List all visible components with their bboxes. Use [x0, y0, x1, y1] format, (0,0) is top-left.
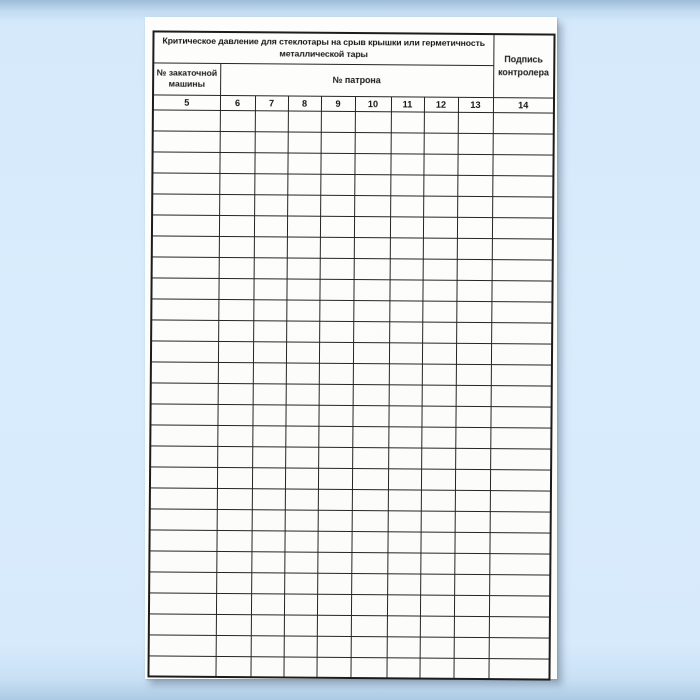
empty-cell	[354, 216, 390, 237]
empty-cell	[217, 446, 252, 467]
empty-cell	[217, 467, 252, 488]
empty-cell	[253, 299, 286, 320]
empty-cell	[457, 175, 492, 196]
empty-cell	[423, 238, 457, 259]
empty-cell	[252, 509, 285, 530]
empty-cell	[149, 592, 216, 614]
empty-cell	[219, 173, 254, 194]
empty-cell	[253, 383, 286, 404]
empty-cell	[354, 153, 390, 174]
empty-cell	[489, 595, 550, 616]
column-number-cell: 12	[424, 97, 458, 112]
empty-cell	[423, 196, 457, 217]
empty-cell	[316, 657, 350, 678]
empty-cell	[216, 593, 251, 614]
empty-cell	[350, 657, 386, 678]
empty-cell	[457, 154, 492, 175]
empty-cell	[285, 404, 318, 425]
empty-cell	[391, 132, 424, 153]
empty-cell	[250, 656, 283, 677]
empty-cell	[389, 300, 422, 321]
empty-cell	[254, 194, 287, 215]
table-body	[148, 109, 553, 679]
empty-cell	[389, 363, 422, 384]
column-number-cell: 6	[220, 95, 255, 110]
empty-cell	[321, 132, 355, 153]
empty-cell	[318, 510, 352, 531]
pressure-test-table	[147, 30, 555, 680]
empty-cell	[455, 490, 490, 511]
empty-cell	[219, 194, 254, 215]
empty-cell	[283, 656, 316, 677]
empty-cell	[491, 364, 552, 385]
empty-cell	[489, 553, 550, 574]
empty-cell	[151, 340, 218, 362]
empty-cell	[423, 217, 457, 238]
empty-cell	[218, 278, 253, 299]
empty-cell	[353, 384, 389, 405]
empty-cell	[454, 616, 489, 637]
empty-cell	[284, 551, 317, 572]
empty-cell	[216, 572, 251, 593]
empty-cell	[319, 384, 353, 405]
empty-cell	[251, 551, 284, 572]
empty-cell	[320, 216, 354, 237]
empty-cell	[252, 404, 285, 425]
empty-cell	[353, 342, 389, 363]
empty-cell	[422, 385, 456, 406]
empty-cell	[420, 637, 454, 658]
empty-cell	[251, 635, 284, 656]
empty-cell	[456, 322, 491, 343]
empty-cell	[317, 573, 351, 594]
empty-cell	[351, 552, 387, 573]
empty-cell	[455, 469, 490, 490]
signature-column-header: Подпись контролера	[498, 54, 549, 78]
empty-cell	[351, 594, 387, 615]
empty-cell	[287, 215, 320, 236]
empty-cell	[454, 595, 489, 616]
empty-cell	[285, 446, 318, 467]
empty-cell	[319, 321, 353, 342]
empty-cell	[286, 299, 319, 320]
empty-cell	[352, 426, 388, 447]
empty-cell	[456, 343, 491, 364]
empty-cell	[318, 468, 352, 489]
empty-cell	[490, 448, 551, 469]
empty-cell	[218, 320, 253, 341]
empty-cell	[152, 151, 219, 173]
column-number-cell: 11	[391, 96, 424, 111]
empty-cell	[254, 215, 287, 236]
empty-cell	[218, 362, 253, 383]
empty-cell	[252, 467, 285, 488]
empty-cell	[454, 553, 489, 574]
empty-cell	[458, 133, 493, 154]
empty-cell	[391, 111, 424, 132]
empty-cell	[217, 425, 252, 446]
column-number-cell: 9	[321, 96, 355, 111]
empty-cell	[420, 595, 454, 616]
empty-cell	[150, 445, 217, 467]
empty-cell	[285, 467, 318, 488]
empty-cell	[217, 404, 252, 425]
empty-cell	[387, 573, 420, 594]
empty-cell	[424, 112, 458, 133]
empty-cell	[218, 341, 253, 362]
empty-cell	[354, 258, 390, 279]
empty-cell	[355, 132, 391, 153]
empty-cell	[422, 322, 456, 343]
empty-cell	[492, 154, 553, 175]
empty-cell	[284, 593, 317, 614]
column-number-cell: 8	[288, 95, 321, 110]
empty-cell	[288, 110, 321, 131]
empty-cell	[288, 131, 321, 152]
empty-cell	[153, 109, 220, 131]
empty-cell	[151, 361, 218, 383]
empty-cell	[251, 572, 284, 593]
empty-cell	[215, 656, 250, 677]
empty-cell	[253, 278, 286, 299]
empty-cell	[423, 259, 457, 280]
empty-cell	[149, 634, 216, 656]
empty-cell	[492, 238, 553, 259]
empty-cell	[491, 322, 552, 343]
empty-cell	[252, 425, 285, 446]
empty-cell	[254, 236, 287, 257]
empty-cell	[320, 153, 354, 174]
empty-cell	[353, 321, 389, 342]
empty-cell	[286, 362, 319, 383]
empty-cell	[151, 319, 218, 341]
empty-cell	[455, 511, 490, 532]
empty-cell	[150, 466, 217, 488]
empty-cell	[454, 637, 489, 658]
empty-cell	[152, 214, 219, 236]
empty-cell	[252, 488, 285, 509]
empty-cell	[390, 258, 423, 279]
empty-cell	[149, 571, 216, 593]
empty-cell	[286, 341, 319, 362]
empty-cell	[319, 363, 353, 384]
empty-cell	[152, 193, 219, 215]
empty-cell	[456, 385, 491, 406]
empty-cell	[455, 448, 490, 469]
empty-cell	[285, 488, 318, 509]
empty-cell	[387, 594, 420, 615]
machine-column-header: № закаточной машины	[153, 62, 220, 95]
empty-cell	[354, 174, 390, 195]
empty-cell	[149, 550, 216, 572]
empty-cell	[354, 237, 390, 258]
empty-cell	[285, 425, 318, 446]
empty-cell	[419, 658, 453, 679]
empty-cell	[255, 110, 288, 131]
empty-cell	[490, 490, 551, 511]
empty-cell	[317, 615, 351, 636]
signature-column-header-cell	[493, 34, 554, 97]
empty-cell	[218, 299, 253, 320]
table-title: Критическое давление для стеклотары на срыв крышки или герметичность металлической тары	[162, 35, 486, 59]
empty-cell	[287, 152, 320, 173]
empty-cell	[253, 341, 286, 362]
empty-cell	[454, 532, 489, 553]
empty-cell	[389, 342, 422, 363]
empty-cell	[284, 614, 317, 635]
empty-cell	[353, 300, 389, 321]
empty-cell	[457, 217, 492, 238]
empty-cell	[421, 511, 455, 532]
empty-cell	[352, 468, 388, 489]
empty-cell	[149, 613, 216, 635]
empty-cell	[421, 427, 455, 448]
empty-cell	[285, 509, 318, 530]
empty-cell	[319, 300, 353, 321]
empty-cell	[387, 531, 420, 552]
empty-cell	[457, 238, 492, 259]
empty-cell	[251, 614, 284, 635]
empty-cell	[151, 382, 218, 404]
empty-cell	[421, 469, 455, 490]
empty-cell	[219, 236, 254, 257]
empty-cell	[352, 510, 388, 531]
empty-cell	[493, 133, 554, 154]
empty-cell	[317, 552, 351, 573]
empty-cell	[318, 426, 352, 447]
empty-cell	[317, 531, 351, 552]
empty-cell	[153, 130, 220, 152]
empty-cell	[216, 551, 251, 572]
column-number-cell: 10	[355, 96, 391, 111]
empty-cell	[490, 469, 551, 490]
empty-cell	[388, 447, 421, 468]
empty-cell	[355, 111, 391, 132]
empty-cell	[150, 487, 217, 509]
empty-cell	[287, 236, 320, 257]
empty-cell	[458, 112, 493, 133]
empty-cell	[489, 532, 550, 553]
empty-cell	[255, 131, 288, 152]
empty-cell	[420, 553, 454, 574]
column-number-cell: 13	[458, 97, 493, 112]
empty-cell	[390, 195, 423, 216]
empty-cell	[490, 427, 551, 448]
empty-cell	[388, 426, 421, 447]
empty-cell	[424, 133, 458, 154]
empty-cell	[351, 531, 387, 552]
empty-cell	[352, 405, 388, 426]
empty-cell	[217, 488, 252, 509]
empty-cell	[422, 280, 456, 301]
empty-cell	[387, 636, 420, 657]
empty-cell	[217, 509, 252, 530]
empty-cell	[219, 257, 254, 278]
empty-cell	[318, 405, 352, 426]
empty-cell	[489, 637, 550, 658]
empty-cell	[320, 195, 354, 216]
empty-cell	[490, 406, 551, 427]
table-header	[153, 31, 555, 112]
empty-cell	[423, 154, 457, 175]
empty-cell	[454, 574, 489, 595]
empty-cell	[491, 385, 552, 406]
scanned-page	[145, 17, 557, 679]
empty-cell	[152, 172, 219, 194]
empty-cell	[488, 658, 549, 679]
empty-cell	[287, 173, 320, 194]
empty-cell	[387, 615, 420, 636]
empty-cell	[387, 552, 420, 573]
empty-cell	[491, 280, 552, 301]
empty-cell	[284, 572, 317, 593]
empty-cell	[420, 616, 454, 637]
empty-cell	[353, 363, 389, 384]
empty-cell	[287, 194, 320, 215]
empty-cell	[216, 530, 251, 551]
empty-cell	[284, 635, 317, 656]
empty-cell	[150, 508, 217, 530]
empty-cell	[317, 636, 351, 657]
empty-cell	[493, 112, 554, 133]
empty-cell	[320, 237, 354, 258]
empty-cell	[320, 258, 354, 279]
empty-cell	[287, 257, 320, 278]
table-title-cell	[153, 31, 493, 65]
empty-cell	[489, 616, 550, 637]
empty-cell	[422, 364, 456, 385]
empty-cell	[151, 298, 218, 320]
empty-cell	[456, 301, 491, 322]
empty-cell	[216, 614, 251, 635]
empty-cell	[420, 532, 454, 553]
empty-cell	[422, 343, 456, 364]
empty-cell	[457, 196, 492, 217]
empty-cell	[254, 173, 287, 194]
empty-cell	[455, 427, 490, 448]
empty-cell	[253, 320, 286, 341]
empty-cell	[389, 321, 422, 342]
empty-cell	[457, 259, 492, 280]
empty-cell	[421, 406, 455, 427]
empty-cell	[321, 111, 355, 132]
empty-cell	[390, 153, 423, 174]
column-number-cell: 5	[153, 94, 220, 110]
empty-cell	[319, 342, 353, 363]
empty-cell	[423, 175, 457, 196]
empty-cell	[420, 574, 454, 595]
empty-cell	[489, 574, 550, 595]
empty-cell	[352, 489, 388, 510]
empty-cell	[251, 593, 284, 614]
empty-cell	[421, 490, 455, 511]
column-number-cell: 7	[255, 95, 288, 110]
empty-cell	[492, 259, 553, 280]
empty-cell	[389, 384, 422, 405]
empty-cell	[353, 279, 389, 300]
empty-cell	[254, 152, 287, 173]
empty-cell	[388, 489, 421, 510]
empty-cell	[351, 615, 387, 636]
empty-cell	[492, 217, 553, 238]
empty-cell	[148, 655, 215, 677]
empty-cell	[151, 277, 218, 299]
empty-cell	[492, 175, 553, 196]
empty-cell	[389, 279, 422, 300]
empty-cell	[491, 301, 552, 322]
empty-cell	[150, 424, 217, 446]
empty-cell	[251, 530, 284, 551]
empty-cell	[388, 468, 421, 489]
empty-cell	[220, 110, 255, 131]
empty-cell	[455, 406, 490, 427]
empty-cell	[388, 405, 421, 426]
empty-cell	[152, 235, 219, 257]
empty-cell	[492, 196, 553, 217]
empty-cell	[388, 510, 421, 531]
empty-cell	[319, 279, 353, 300]
empty-cell	[253, 362, 286, 383]
empty-cell	[351, 636, 387, 657]
empty-cell	[286, 278, 319, 299]
empty-cell	[150, 403, 217, 425]
empty-cell	[351, 573, 387, 594]
empty-cell	[490, 511, 551, 532]
table-row	[148, 655, 549, 679]
empty-cell	[152, 256, 219, 278]
empty-cell	[421, 448, 455, 469]
empty-cell	[453, 658, 488, 679]
empty-cell	[254, 257, 287, 278]
column-number-cell: 14	[493, 97, 554, 112]
empty-cell	[252, 446, 285, 467]
empty-cell	[456, 364, 491, 385]
empty-cell	[219, 215, 254, 236]
empty-cell	[320, 174, 354, 195]
empty-cell	[390, 216, 423, 237]
empty-cell	[318, 447, 352, 468]
cartridge-column-header: № патрона	[220, 63, 493, 97]
empty-cell	[422, 301, 456, 322]
empty-cell	[149, 529, 216, 551]
empty-cell	[218, 383, 253, 404]
empty-cell	[386, 657, 419, 678]
empty-cell	[352, 447, 388, 468]
title-row	[153, 31, 554, 65]
empty-cell	[390, 174, 423, 195]
empty-cell	[284, 530, 317, 551]
empty-cell	[286, 320, 319, 341]
empty-cell	[491, 343, 552, 364]
empty-cell	[354, 195, 390, 216]
empty-cell	[390, 237, 423, 258]
empty-cell	[220, 131, 255, 152]
empty-cell	[219, 152, 254, 173]
empty-cell	[318, 489, 352, 510]
empty-cell	[286, 383, 319, 404]
empty-cell	[216, 635, 251, 656]
empty-cell	[456, 280, 491, 301]
empty-cell	[317, 594, 351, 615]
